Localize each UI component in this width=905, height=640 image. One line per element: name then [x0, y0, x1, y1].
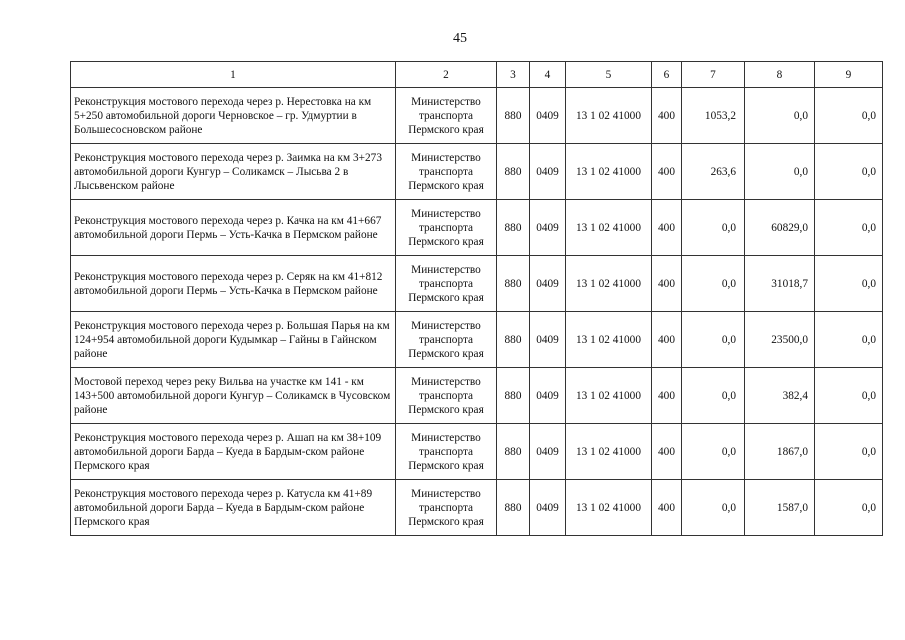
- project-name-cell: Реконструкция мостового перехода через р. Качка на км 41+667 автомобильной дороги Пермь – Усть-Качка в Пермском районе: [71, 200, 396, 256]
- table-row: [71, 480, 883, 536]
- section-cell: 0409: [530, 200, 566, 256]
- amount-col8-cell: 23500,0: [745, 312, 815, 368]
- expense-type-cell: 400: [652, 88, 682, 144]
- amount-col8-cell: 1867,0: [745, 424, 815, 480]
- target-code-cell: 13 1 02 41000: [566, 88, 652, 144]
- table-row: [71, 200, 883, 256]
- amount-col7-cell: 0,0: [682, 256, 745, 312]
- column-header: 9: [815, 62, 883, 88]
- code-cell: 880: [497, 424, 530, 480]
- column-header: 4: [530, 62, 566, 88]
- agency-cell: Министерство транспорта Пермского края: [396, 312, 497, 368]
- amount-col8-cell: 0,0: [745, 144, 815, 200]
- table-row: [71, 144, 883, 200]
- table-row: [71, 256, 883, 312]
- target-code-cell: 13 1 02 41000: [566, 312, 652, 368]
- amount-col7-cell: 0,0: [682, 200, 745, 256]
- amount-col8-cell: 382,4: [745, 368, 815, 424]
- budget-table: [70, 61, 883, 536]
- project-name-cell: Реконструкция мостового перехода через р. Ашап на км 38+109 автомобильной дороги Барда – Куеда в Бардым-ском районе Пермского края: [71, 424, 396, 480]
- amount-col9-cell: 0,0: [815, 368, 883, 424]
- section-cell: 0409: [530, 480, 566, 536]
- target-code-cell: 13 1 02 41000: [566, 200, 652, 256]
- amount-col7-cell: 0,0: [682, 480, 745, 536]
- code-cell: 880: [497, 256, 530, 312]
- amount-col9-cell: 0,0: [815, 144, 883, 200]
- section-cell: 0409: [530, 368, 566, 424]
- code-cell: 880: [497, 200, 530, 256]
- column-header: 7: [682, 62, 745, 88]
- amount-col8-cell: 0,0: [745, 88, 815, 144]
- amount-col9-cell: 0,0: [815, 312, 883, 368]
- code-cell: 880: [497, 368, 530, 424]
- expense-type-cell: 400: [652, 312, 682, 368]
- amount-col9-cell: 0,0: [815, 424, 883, 480]
- expense-type-cell: 400: [652, 480, 682, 536]
- agency-cell: Министерство транспорта Пермского края: [396, 144, 497, 200]
- project-name-cell: Реконструкция мостового перехода через р. Нерестовка на км 5+250 автомобильной дороги Черновское – гр. Удмуртии в Большесосновском районе: [71, 88, 396, 144]
- code-cell: 880: [497, 88, 530, 144]
- agency-cell: Министерство транспорта Пермского края: [396, 88, 497, 144]
- amount-col9-cell: 0,0: [815, 256, 883, 312]
- expense-type-cell: 400: [652, 368, 682, 424]
- agency-cell: Министерство транспорта Пермского края: [396, 200, 497, 256]
- column-header: 6: [652, 62, 682, 88]
- agency-cell: Министерство транспорта Пермского края: [396, 256, 497, 312]
- section-cell: 0409: [530, 256, 566, 312]
- section-cell: 0409: [530, 144, 566, 200]
- table-header-row: [71, 62, 883, 88]
- target-code-cell: 13 1 02 41000: [566, 368, 652, 424]
- code-cell: 880: [497, 144, 530, 200]
- project-name-cell: Реконструкция мостового перехода через р. Серяк на км 41+812 автомобильной дороги Пермь – Усть-Качка в Пермском районе: [71, 256, 396, 312]
- amount-col7-cell: 1053,2: [682, 88, 745, 144]
- table-row: [71, 88, 883, 144]
- column-header: 2: [396, 62, 497, 88]
- amount-col7-cell: 263,6: [682, 144, 745, 200]
- amount-col9-cell: 0,0: [815, 88, 883, 144]
- amount-col7-cell: 0,0: [682, 312, 745, 368]
- amount-col8-cell: 60829,0: [745, 200, 815, 256]
- table-row: [71, 368, 883, 424]
- target-code-cell: 13 1 02 41000: [566, 256, 652, 312]
- amount-col8-cell: 31018,7: [745, 256, 815, 312]
- amount-col8-cell: 1587,0: [745, 480, 815, 536]
- target-code-cell: 13 1 02 41000: [566, 480, 652, 536]
- section-cell: 0409: [530, 424, 566, 480]
- project-name-cell: Реконструкция мостового перехода через р. Заимка на км 3+273 автомобильной дороги Кунгур – Соликамск – Лысьва 2 в Лысьвенском районе: [71, 144, 396, 200]
- expense-type-cell: 400: [652, 144, 682, 200]
- amount-col7-cell: 0,0: [682, 424, 745, 480]
- column-header: 5: [566, 62, 652, 88]
- code-cell: 880: [497, 480, 530, 536]
- amount-col9-cell: 0,0: [815, 480, 883, 536]
- agency-cell: Министерство транспорта Пермского края: [396, 424, 497, 480]
- section-cell: 0409: [530, 88, 566, 144]
- amount-col9-cell: 0,0: [815, 200, 883, 256]
- expense-type-cell: 400: [652, 200, 682, 256]
- agency-cell: Министерство транспорта Пермского края: [396, 368, 497, 424]
- target-code-cell: 13 1 02 41000: [566, 144, 652, 200]
- expense-type-cell: 400: [652, 424, 682, 480]
- agency-cell: Министерство транспорта Пермского края: [396, 480, 497, 536]
- column-header: 3: [497, 62, 530, 88]
- column-header: 8: [745, 62, 815, 88]
- target-code-cell: 13 1 02 41000: [566, 424, 652, 480]
- amount-col7-cell: 0,0: [682, 368, 745, 424]
- project-name-cell: Реконструкция мостового перехода через р. Катусла км 41+89 автомобильной дороги Барда – Куеда в Бардым-ском районе Пермского края: [71, 480, 396, 536]
- section-cell: 0409: [530, 312, 566, 368]
- code-cell: 880: [497, 312, 530, 368]
- table-row: [71, 312, 883, 368]
- project-name-cell: Реконструкция мостового перехода через р. Большая Парья на км 124+954 автомобильной дороги Кудымкар – Гайны в Гайнском районе: [71, 312, 396, 368]
- page-number: 45: [453, 31, 467, 46]
- project-name-cell: Мостовой переход через реку Вильва на участке км 141 - км 143+500 автомобильной дороги Кунгур – Соликамск в Чусовском районе: [71, 368, 396, 424]
- expense-type-cell: 400: [652, 256, 682, 312]
- table-row: [71, 424, 883, 480]
- column-header: 1: [71, 62, 396, 88]
